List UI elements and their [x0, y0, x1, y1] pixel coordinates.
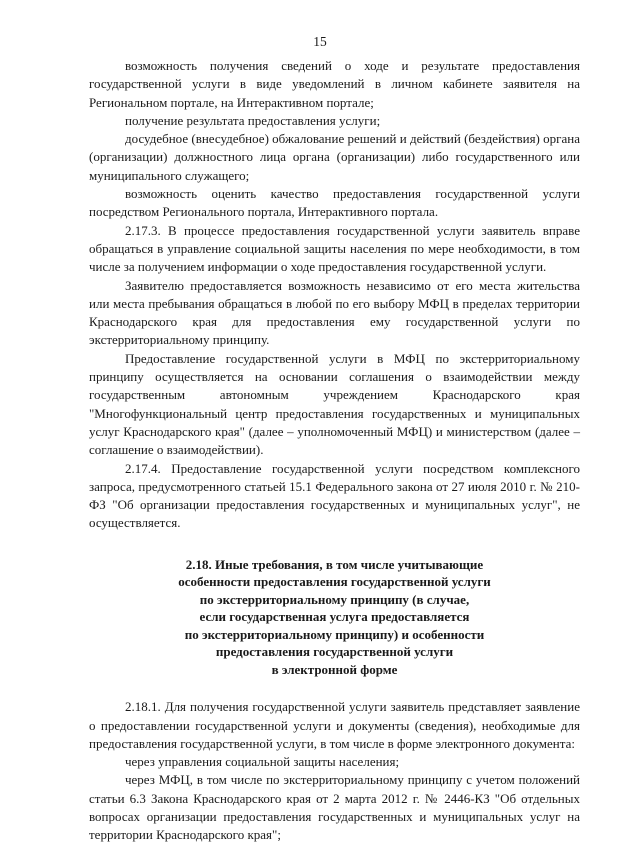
heading-line: особенности предоставления государственной услуги [178, 574, 491, 590]
paragraph-2-17-4: 2.17.4. Предоставление государственной услуги посредством комплексного запроса, предусмотренного статьей 15.1 Федерального закона от 27 июля 2010 г. № 210-ФЗ "Об организации предоставления государственных и муниципальных услуг", не осуществляется. [89, 460, 580, 531]
heading-line: по экстерриториальному принципу) и особенности [184, 626, 485, 642]
heading-line: предоставления государственной услуги [215, 644, 454, 660]
paragraph: через управления социальной защиты населения; [125, 754, 400, 770]
heading-line: если государственная услуга предоставляется [199, 609, 470, 625]
heading-line: по экстерриториальному принципу (в случае, [199, 591, 470, 607]
heading-line: 2.18. Иные требования, в том числе учитывающие [185, 556, 484, 572]
paragraph-2-18-1: 2.18.1. Для получения государственной услуги заявитель представляет заявление о предоставлении государственной услуги и документы (сведения), необходимые для предоставления государственной услуги, в том числе в форме электронного документа: [89, 699, 580, 751]
heading-line: в электронной форме [271, 661, 398, 677]
paragraph: возможность оценить качество предоставления государственной услуги посредством Регионального портала, Интерактивного портала. [89, 186, 580, 220]
paragraph: возможность получения сведений о ходе и результате предоставления государственной услуги в виде уведомлений в личном кабинете заявителя на Региональном портале, на Интерактивном портале; [89, 58, 580, 110]
paragraph: досудебное (внесудебное) обжалование решений и действий (бездействия) органа (организации) должностного лица органа (организации) либо государственного или муниципального служащего; [89, 131, 580, 183]
page-number: 15 [313, 34, 327, 49]
document-body [89, 57, 580, 845]
paragraph-2-17-3: 2.17.3. В процессе предоставления государственной услуги заявитель вправе обращаться в управление социальной защиты населения по мере необходимости, в том числе за получением информации о ходе предоставления государственной услуги. [89, 222, 580, 275]
paragraph: через МФЦ, в том числе по экстерриториальному принципу с учетом положений статьи 6.3 Закона Краснодарского края от 2 марта 2012 г. № 2446-КЗ "Об отдельных вопросах организации предоставления государственных и муниципальных услуг на территории Краснодарского края"; [89, 772, 580, 843]
section-heading-2-18 [89, 556, 580, 679]
paragraph: Заявителю предоставляется возможность независимо от его места жительства или места пребывания обращаться в любой по его выбору МФЦ в пределах территории Краснодарского края для предоставления ему государственной услуги по экстерриториальному принципу. [89, 277, 580, 348]
paragraph: Предоставление государственной услуги в МФЦ по экстерриториальному принципу осуществляется на основании соглашения о взаимодействии между государственным автономным учреждением Краснодарского края "Многофункциональный центр предоставления государственных и муниципальных услуг Краснодарского края" (далее – уполномоченный МФЦ) и министерством (далее – соглашение о взаимодействии). [89, 350, 580, 458]
paragraph: получение результата предоставления услуги; [125, 112, 381, 128]
